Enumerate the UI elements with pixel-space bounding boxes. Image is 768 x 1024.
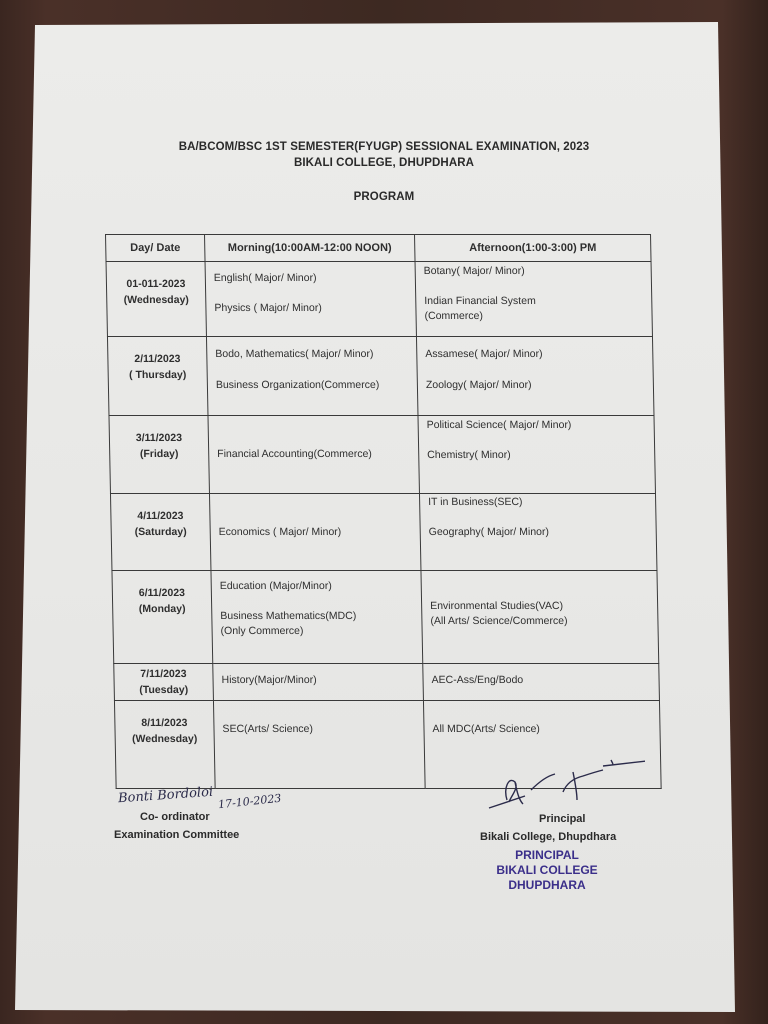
principal-title: Principal [539,813,586,825]
day-text: (Tuesday) [139,684,189,696]
date-text: 01-011-2023 [126,278,186,290]
subject-text: Bodo, Mathematics( Major/ Minor) [215,348,374,360]
subject-text: Economics ( Major/ Minor) [218,526,342,538]
morning-cell [211,571,423,664]
subject-text: Financial Accounting(Commerce) [217,448,372,460]
day-text: (Saturday) [134,526,187,538]
coordinator-signature: Bonti Bordoloi [117,784,214,807]
morning-cell [213,701,425,789]
header-morning: Morning(10:00AM-12:00 NOON) [205,235,416,262]
date-cell [110,494,210,571]
program-heading: PROGRAM [353,191,415,203]
header-row [106,235,652,262]
table-row [106,262,652,337]
table-row [110,494,656,571]
date-text: 8/11/2023 [141,717,188,729]
morning-cell [213,664,424,701]
principal-college: Bikali College, Dhupdhara [480,831,617,843]
afternoon-cell [415,262,652,337]
coordinator-title: Co- ordinator [140,811,210,823]
date-cell [114,701,215,789]
subject-text: Political Science( Major/ Minor) [426,419,572,431]
header-day-date: Day/ Date [106,235,206,262]
subject-text: SEC(Arts/ Science) [222,723,314,735]
college-name: BIKALI COLLEGE, DHUPDHARA [293,157,475,169]
subject-text: History(Major/Minor) [221,674,317,686]
subject-text: IT in Business(SEC) [428,496,523,508]
subject-text: Zoology( Major/ Minor) [425,379,532,391]
date-cell [112,571,213,664]
exam-title: BA/BCOM/BSC 1ST SEMESTER(FYUGP) SESSIONAL EXAMINATION, 2023 [178,141,590,153]
subject-text: (Only Commerce) [220,625,304,637]
stamp-line: BIKALI COLLEGE [496,863,598,877]
table-row [109,416,655,494]
afternoon-cell [418,416,655,494]
morning-cell [205,262,416,337]
morning-cell [206,337,418,416]
subject-text: Botany( Major/ Minor) [423,265,525,277]
table-row [114,664,660,701]
subject-text: Geography( Major/ Minor) [428,526,550,538]
table-row [112,571,659,664]
committee-title: Examination Committee [114,829,240,841]
date-text: 7/11/2023 [140,668,187,680]
principal-stamp [493,848,601,893]
date-cell [114,664,214,701]
day-text: (Friday) [139,448,179,460]
afternoon-cell [416,337,654,416]
afternoon-cell [419,494,656,571]
header-afternoon: Afternoon(1:00-3:00) PM [415,235,652,262]
date-text: 2/11/2023 [134,353,181,365]
date-cell [106,262,206,337]
subject-text: Business Mathematics(MDC) [220,610,357,622]
afternoon-cell [423,664,660,701]
date-text: 4/11/2023 [137,510,184,522]
subject-text: Education (Major/Minor) [219,580,332,592]
subject-text: Indian Financial System [424,295,536,307]
day-text: ( Thursday) [128,369,187,381]
subject-text: Environmental Studies(VAC) [430,600,564,612]
date-text: 3/11/2023 [135,432,183,444]
subject-text: All MDC(Arts/ Science) [432,723,540,735]
date-cell [109,416,209,494]
subject-text: (All Arts/ Science/Commerce) [430,615,568,627]
day-text: (Monday) [138,603,186,615]
subject-text: Chemistry( Minor) [427,449,511,461]
subject-text: Assamese( Major/ Minor) [425,348,543,360]
afternoon-cell [421,571,659,664]
subject-text: Physics ( Major/ Minor) [214,302,322,314]
subject-text: (Commerce) [424,310,484,322]
day-text: (Wednesday) [123,294,189,306]
date-cell [107,337,208,416]
principal-signature-icon [485,752,645,814]
subject-text: English( Major/ Minor) [213,272,317,284]
subject-text: AEC-Ass/Eng/Bodo [431,674,524,686]
morning-cell [209,494,420,571]
signature-date: 17-10-2023 [217,791,282,812]
table-row [107,337,654,416]
subject-text: Business Organization(Commerce) [215,379,380,391]
stamp-line: DHUPDHARA [508,878,586,892]
morning-cell [208,416,419,494]
stamp-line: PRINCIPAL [515,848,579,862]
day-text: (Wednesday) [132,733,198,745]
exam-schedule-table [105,234,661,789]
date-text: 6/11/2023 [138,587,186,599]
